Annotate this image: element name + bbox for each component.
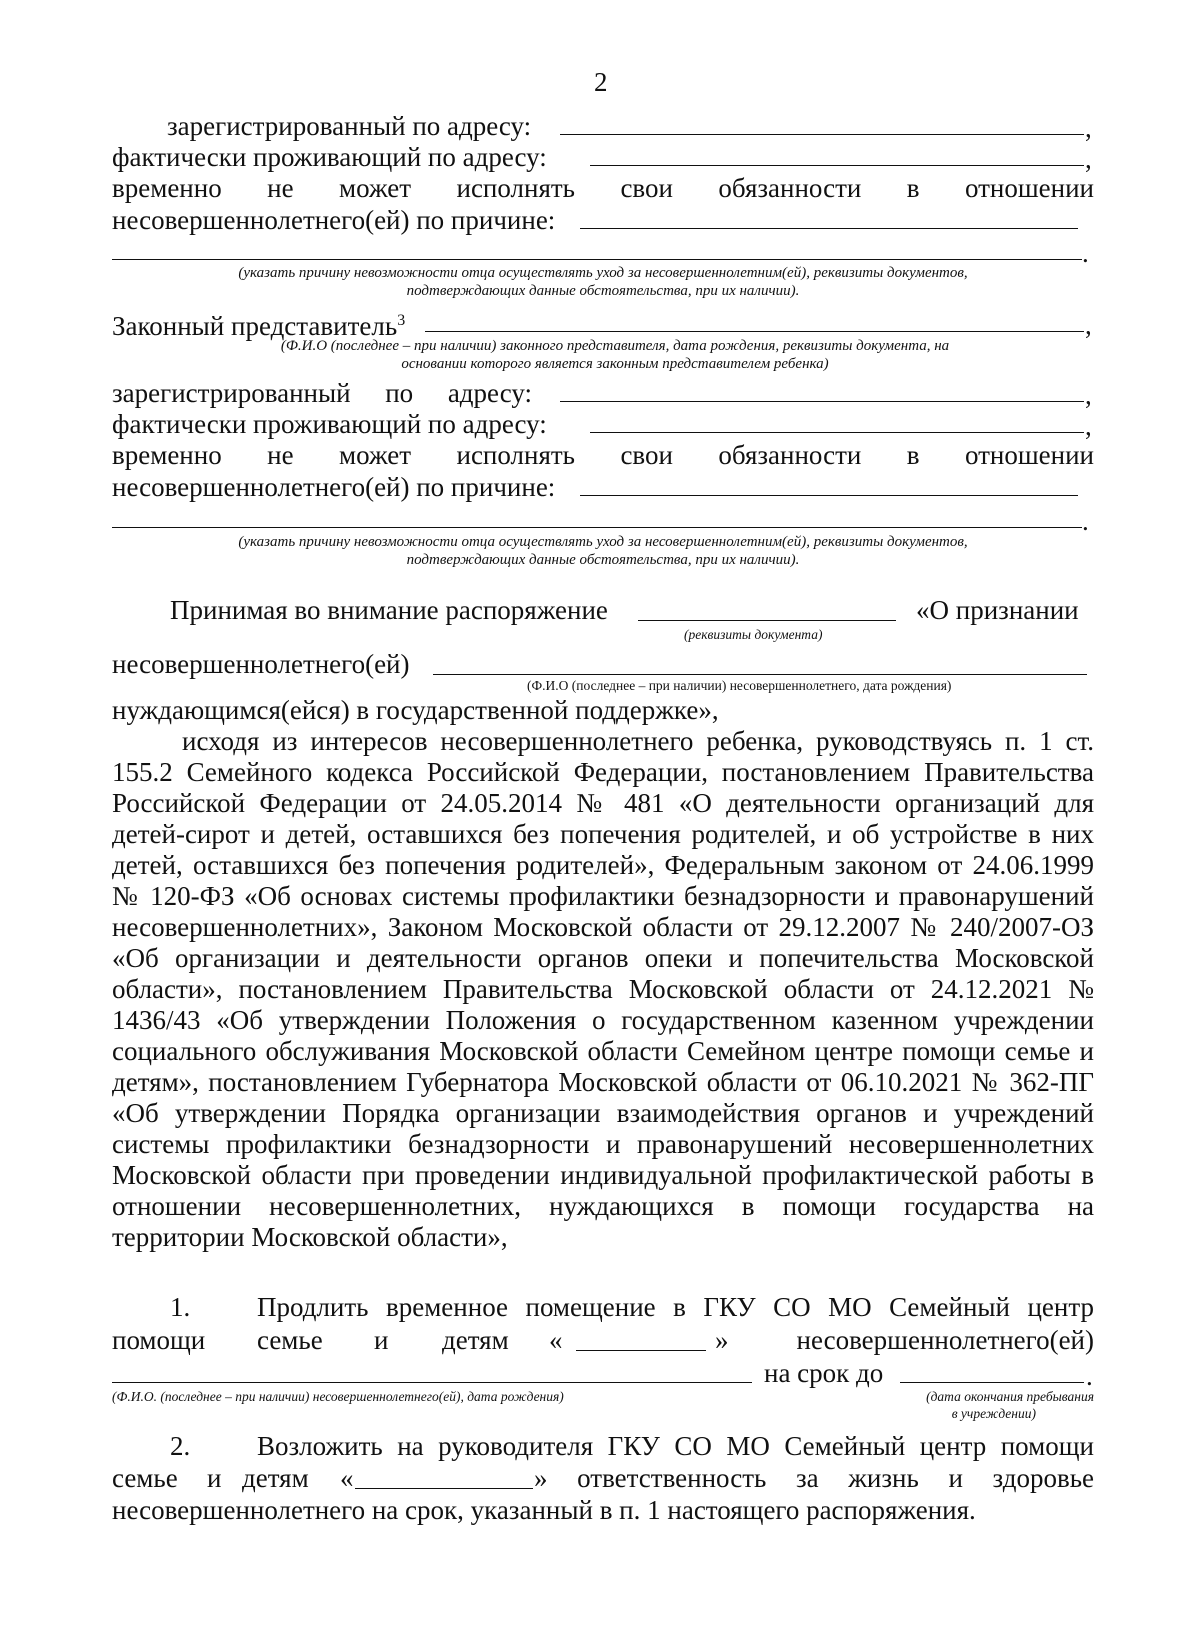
term-date-field[interactable] — [900, 1382, 1084, 1383]
item-2-line-1: Возложить на руководителя ГКУ СО МО Семейный центр помощи — [257, 1431, 1094, 1461]
period: . — [1086, 1361, 1093, 1391]
item-1-number: 1. — [170, 1292, 191, 1322]
residing-address-field[interactable] — [590, 165, 1084, 166]
minor-label: несовершеннолетнего(ей) — [112, 649, 410, 679]
item-2-line-3: несовершеннолетнего на срок, указанный в п. 1 настоящего распоряжения. — [112, 1495, 976, 1525]
reason-note-2: (указать причину невозможности отца осуществлять уход за несовершеннолетним(ей), реквизиты документов, подтверждающих данные обстоятельства, при их наличии). — [238, 534, 968, 568]
comma: , — [1085, 144, 1092, 174]
item-2-number: 2. — [170, 1431, 191, 1461]
comma: , — [1085, 411, 1092, 441]
center-name-field-2[interactable] — [355, 1488, 533, 1489]
reason-field-2-continued[interactable] — [112, 527, 1082, 528]
item-2-line-2: семье и детям « » ответственность за жизнь и здоровье — [112, 1463, 1094, 1493]
period: . — [1082, 238, 1089, 268]
legal-rep-note: (Ф.И.О (последнее – при наличии) законного представителя, дата рождения, реквизиты документа, на основании которого является законным представителем ребенка) — [280, 338, 950, 372]
reason-field-2[interactable] — [580, 495, 1078, 496]
reason-field[interactable] — [580, 228, 1078, 229]
reason-field-continued[interactable] — [112, 259, 1082, 260]
item-1-line-2: помощи семье и детям « » несовершеннолетнего(ей) — [112, 1325, 1094, 1355]
end-date-note: (дата окончания пребывания в учреждении) — [926, 1389, 1094, 1421]
comma: , — [1085, 310, 1092, 340]
reason-note: (указать причину невозможности отца осуществлять уход за несовершеннолетним(ей), реквизиты документов, подтверждающих данные обстоятельства, при их наличии). — [238, 265, 968, 299]
needing-support-text: нуждающимся(ейся) в государственной поддержке», — [112, 695, 719, 725]
on-recognition-label: «О признании — [916, 595, 1079, 625]
term-label: на срок до — [764, 1358, 884, 1388]
minor-fio-field[interactable] — [433, 674, 1087, 675]
registered-address-label: зарегистрированный по адресу: — [167, 111, 532, 141]
main-paragraph: исходя из интересов несовершеннолетнего ребенка, руководствуясь п. 1 ст. 155.2 Семейного кодекса Российской Федерации, постановлением Правительства Российской Федерации от 24.05.2014 № 481 «О деятельности организаций для детей-сирот и детей, оставшихся без попечения родителей, и об устройстве в них детей, оставшихся без попечения родителей», Федеральным законом от 24.06.1999 № 120-ФЗ «Об основах системы профилактики безнадзорности и правонарушений несовершеннолетних», Законом Московской области от 29.12.2007 № 240/2007-ОЗ «Об организации и деятельности органов опеки и попечительства Московской области», постановлением Правительства Московской области от 24.12.2021 № 1436/43 «Об утверждении Положения о государственном казенном учреждении социального обслуживания Московской области Семейном центре помощи семье и детям», постановлением Губернатора Московской области от 06.10.2021 № 362-ПГ «Об утверждении Порядка организации взаимодействия органов и учреждений системы профилактики безнадзорности и правонарушений несовершеннолетних Московской области при проведении индивидуальной профилактической работы в отношении несовершеннолетних, нуждающихся в помощи государства на территории Московской области», — [112, 726, 1094, 1252]
decree-details-note: (реквизиты документа) — [684, 627, 823, 642]
minor-fio-note-2: (Ф.И.О. (последнее – при наличии) несовершеннолетнего(ей), дата рождения) — [112, 1389, 564, 1404]
minor-fio-field-2[interactable] — [112, 1382, 752, 1383]
center-name-field-1[interactable] — [576, 1350, 706, 1351]
taking-into-account-label: Принимая во внимание распоряжение — [170, 595, 608, 625]
registered-address-field-2[interactable] — [560, 401, 1084, 402]
minor-reason-label-2: несовершеннолетнего(ей) по причине: — [112, 472, 556, 502]
residing-address-field-2[interactable] — [590, 432, 1084, 433]
page-number: 2 — [594, 67, 608, 97]
registered-address-label-2: зарегистрированный по адресу: — [112, 378, 532, 408]
registered-address-field[interactable] — [560, 134, 1084, 135]
item-1-line-1: Продлить временное помещение в ГКУ СО МО Семейный центр — [257, 1292, 1094, 1322]
residing-address-label-2: фактически проживающий по адресу: — [112, 409, 547, 439]
legal-representative-field[interactable] — [425, 331, 1084, 332]
temporarily-unable-line-2: временно не может исполнять свои обязанности в отношении — [112, 440, 1094, 470]
comma: , — [1085, 113, 1092, 143]
comma: , — [1085, 380, 1092, 410]
temporarily-unable-line: временно не может исполнять свои обязанности в отношении — [112, 173, 1094, 203]
period: . — [1082, 506, 1089, 536]
legal-representative-label: Законный представитель$^3$ — [112, 311, 406, 341]
minor-reason-label: несовершеннолетнего(ей) по причине: — [112, 205, 556, 235]
minor-fio-note: (Ф.И.О (последнее – при наличии) несовершеннолетнего, дата рождения) — [527, 678, 952, 693]
residing-address-label: фактически проживающий по адресу: — [112, 142, 547, 172]
decree-details-field[interactable] — [638, 620, 896, 621]
